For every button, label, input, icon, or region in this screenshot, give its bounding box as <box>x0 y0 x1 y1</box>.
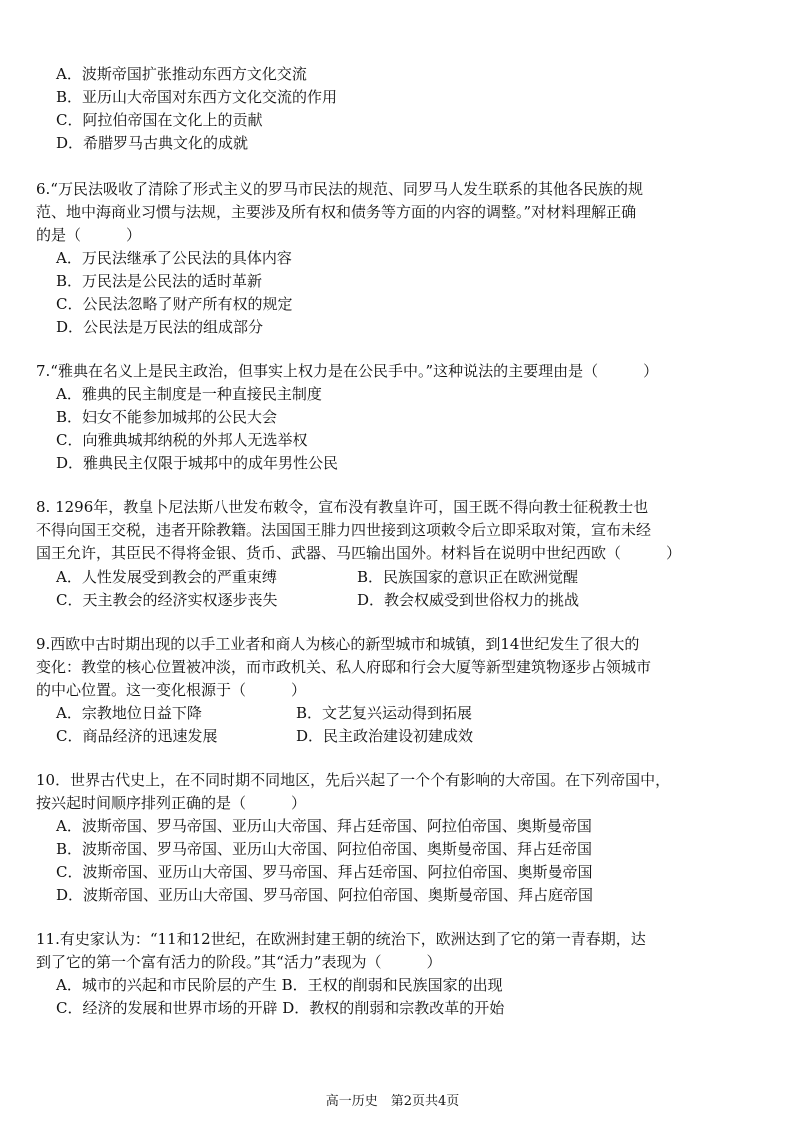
option-c: C．向雅典城邦纳税的外邦人无选举权 <box>56 431 308 449</box>
option-b: B．亚历山大帝国对东西方文化交流的作用 <box>56 88 338 106</box>
option-d: D．波斯帝国、亚历山大帝国、罗马帝国、阿拉伯帝国、奥斯曼帝国、拜占庭帝国 <box>56 886 594 904</box>
option-c: C．公民法忽略了财产所有权的规定 <box>56 295 293 313</box>
question-stem-line: 的是（ ） <box>36 226 142 244</box>
option-b: B．万民法是公民法的适时革新 <box>56 272 263 290</box>
option-a: A．万民法继承了公民法的具体内容 <box>56 249 292 267</box>
question-stem-line: 7.“雅典在名义上是民主政治，但事实上权力是在公民手中。”这种说法的主要理由是（ ） <box>36 362 659 380</box>
option-d: D．公民法是万民法的组成部分 <box>56 318 264 336</box>
option-a: A．波斯帝国扩张推动东西方文化交流 <box>56 65 307 83</box>
question-stem-line: 国王允许，其臣民不得将金银、货币、武器、马匹输出国外。材料旨在说明中世纪西欧（ ） <box>36 544 682 562</box>
question-stem-line: 10．世界古代史上，在不同时期不同地区，先后兴起了一个个有影响的大帝国。在下列帝国中， <box>36 771 671 789</box>
option-d: D．教会权威受到世俗权力的挑战 <box>357 591 580 609</box>
option-b: B．民族国家的意识正在欧洲觉醒 <box>357 568 579 586</box>
option-a: A．波斯帝国、罗马帝国、亚历山大帝国、拜占廷帝国、阿拉伯帝国、奥斯曼帝国 <box>56 817 592 835</box>
option-c: C．商品经济的迅速发展 <box>56 727 218 745</box>
question-stem-line: 8. 1296年，教皇卜尼法斯八世发布敕令，宣布没有教皇许可，国王既不得向教士征税教士也 <box>36 498 649 516</box>
page-footer: 高一历史 第2页共4页 <box>325 1094 460 1109</box>
question-stem-line: 按兴起时间顺序排列正确的是（ ） <box>36 794 307 812</box>
question-stem-line: 范、地中海商业习惯与法规，主要涉及所有权和债务等方面的内容的调整。”对材料理解正确 <box>36 203 637 221</box>
question-stem-line: 变化：教堂的核心位置被冲淡，而市政机关、私人府邸和行会大厦等新型建筑物逐步占领城市 <box>36 658 652 676</box>
question-stem-line: 9.西欧中古时期出现的以手工业者和商人为核心的新型城市和城镇，到14世纪发生了很大的 <box>36 635 640 653</box>
option-a: A．人性发展受到教会的严重束缚 <box>56 568 277 586</box>
question-stem-line: 6.“万民法吸收了清除了形式主义的罗马市民法的规范、同罗马人发生联系的其他各民族的规 <box>36 180 643 198</box>
question-stem-line: 到了它的第一个富有活力的阶段。”其“活力”表现为（ ） <box>36 953 442 971</box>
option-d: D．民主政治建设初建成效 <box>296 727 474 745</box>
option-d: D．雅典民主仅限于城邦中的成年男性公民 <box>56 454 339 472</box>
option-a: A．宗教地位日益下降 <box>56 704 202 722</box>
option-c: C．阿拉伯帝国在文化上的贡献 <box>56 111 263 129</box>
question-stem-line: 不得向国王交税，违者开除教籍。法国国王腓力四世接到这项敕令后立即采取对策，宣布未经 <box>36 521 652 539</box>
option-a: A．雅典的民主制度是一种直接民主制度 <box>56 385 322 403</box>
option-c: C．天主教会的经济实权逐步丧失 <box>56 591 278 609</box>
option-c: C．波斯帝国、亚历山大帝国、罗马帝国、拜占廷帝国、阿拉伯帝国、奥斯曼帝国 <box>56 863 593 881</box>
question-stem-line: 的中心位置。这一变化根源于（ ） <box>36 681 307 699</box>
question-stem-line: 11.有史家认为：“11和12世纪，在欧洲封建王朝的统治下，欧洲达到了它的第一青春期，达 <box>36 930 646 948</box>
option-b: B．文艺复兴运动得到拓展 <box>296 704 473 722</box>
option-b: B．妇女不能参加城邦的公民大会 <box>56 408 278 426</box>
option-b: B．波斯帝国、罗马帝国、亚历山大帝国、阿拉伯帝国、奥斯曼帝国、拜占廷帝国 <box>56 840 593 858</box>
option-a-b: A．城市的兴起和市民阶层的产生 B．王权的削弱和民族国家的出现 <box>56 976 503 994</box>
option-c-d: C．经济的发展和世界市场的开辟 D．教权的削弱和宗教改革的开始 <box>56 999 505 1017</box>
option-d: D．希腊罗马古典文化的成就 <box>56 134 249 152</box>
